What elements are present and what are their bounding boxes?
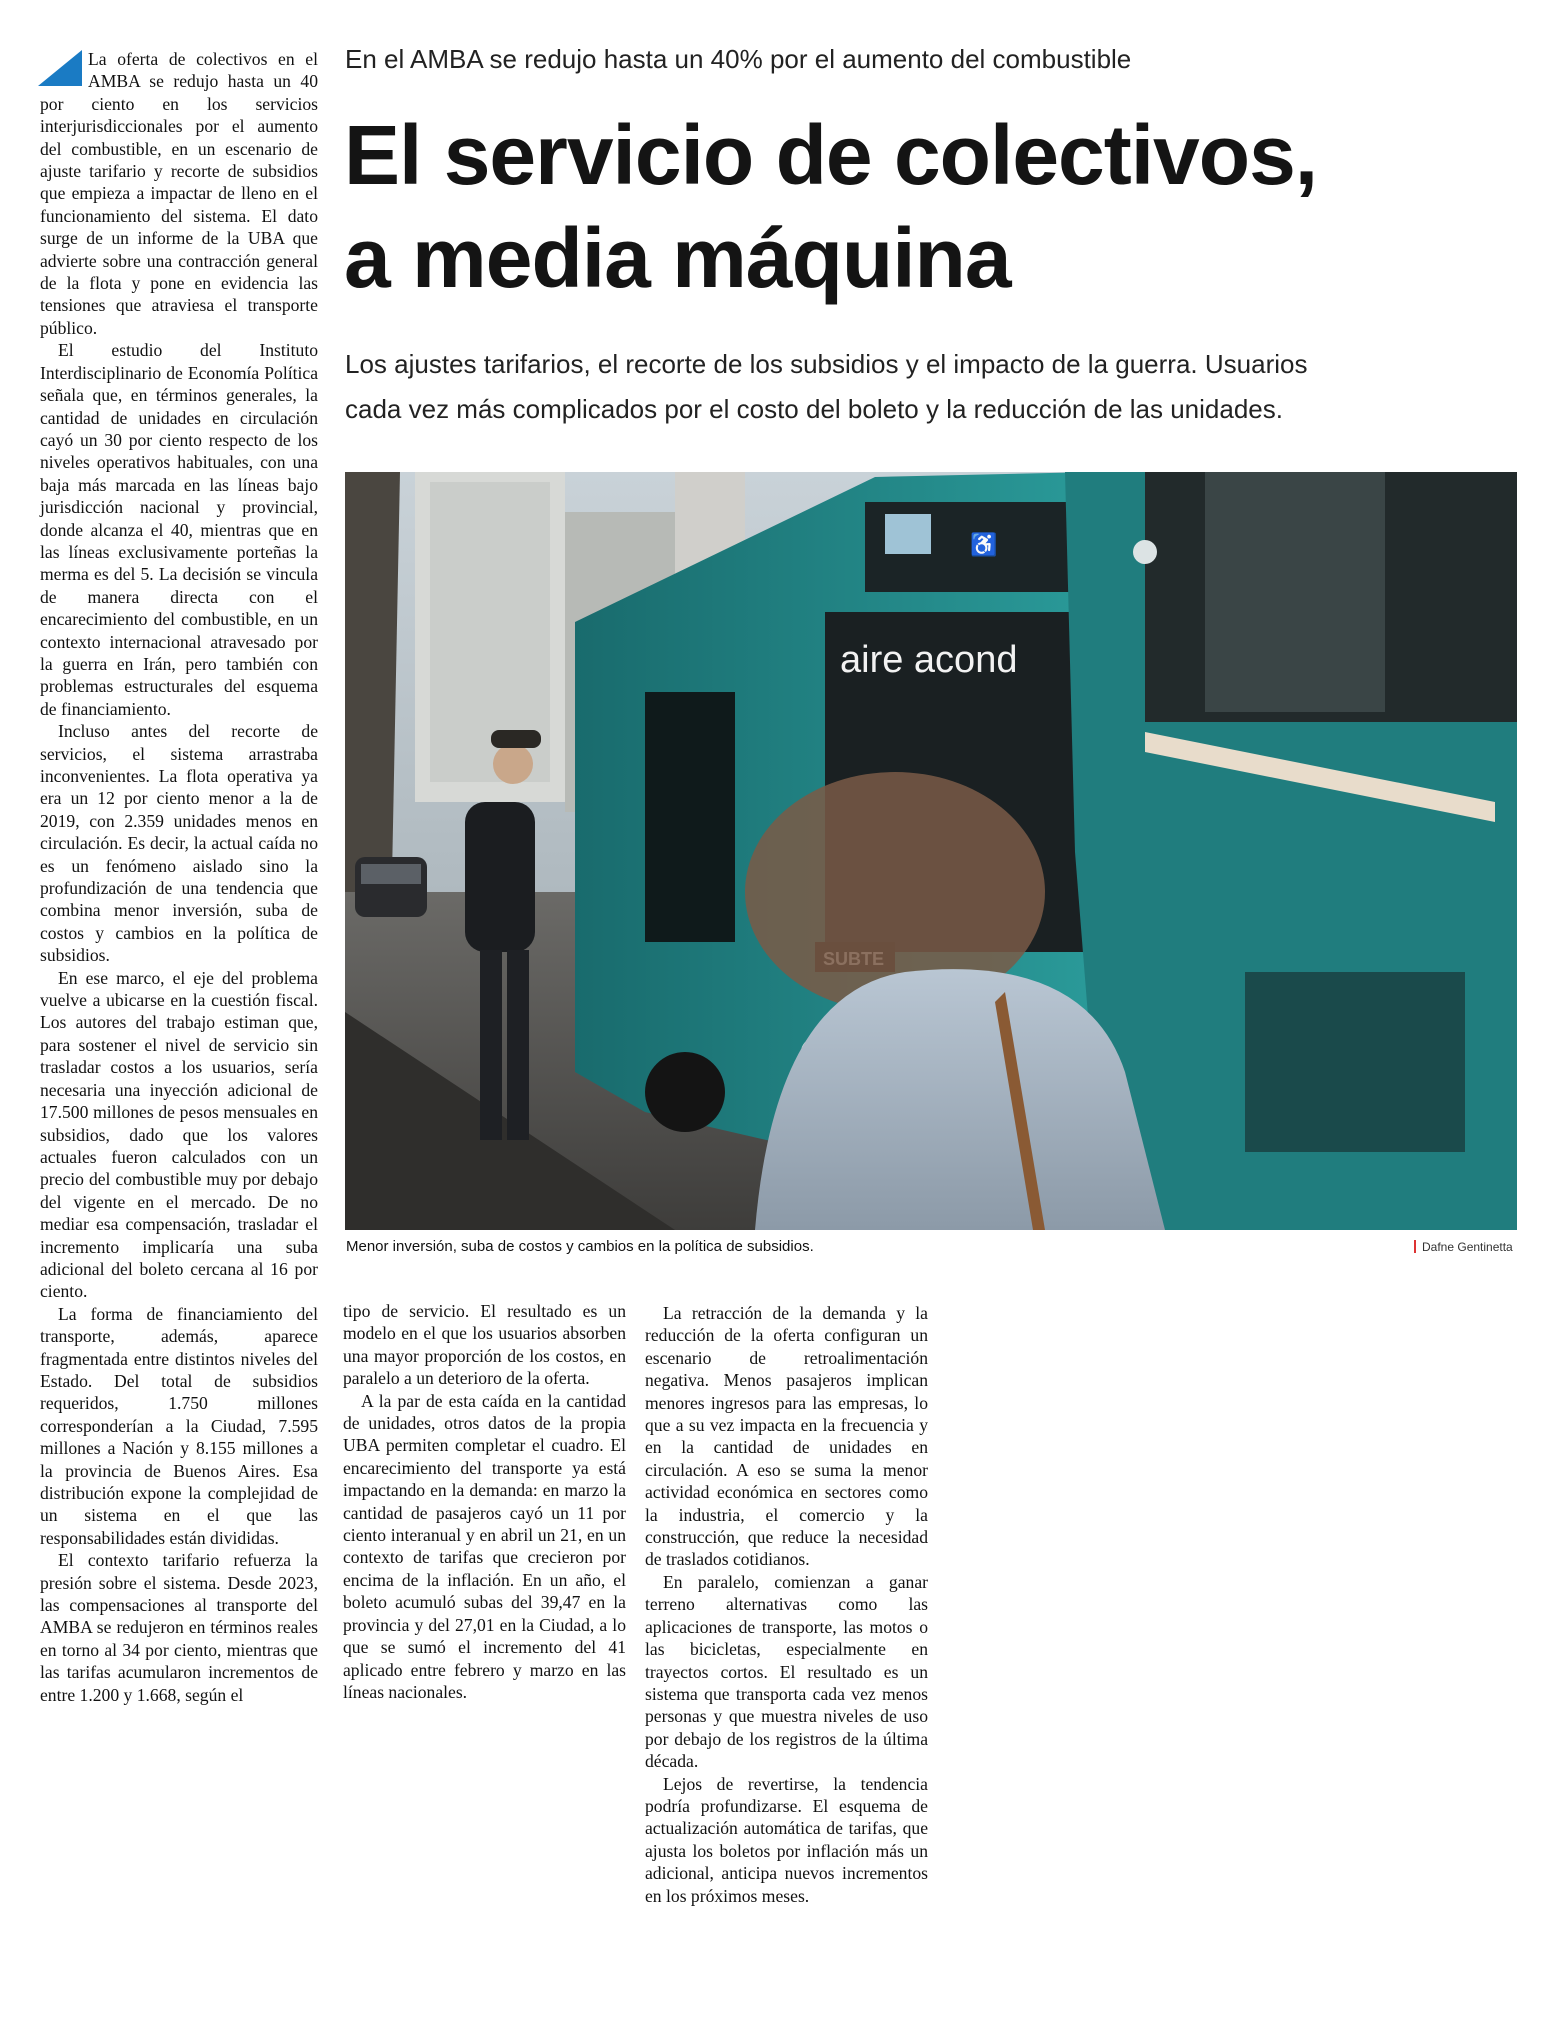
- paragraph: tipo de servicio. El resultado es un modelo en el que los usuarios absorben una mayor proporción de los costos, en paralelo a un deterioro de la oferta.: [343, 1301, 626, 1389]
- photo-caption: Menor inversión, suba de costos y cambios en la política de subsidios.: [346, 1238, 814, 1255]
- bus-sign-text: aire acond: [840, 639, 1018, 681]
- bus-door: [645, 692, 735, 942]
- credit-text: Dafne Gentinetta: [1422, 1240, 1513, 1254]
- deck-line-1: Los ajustes tarifarios, el recorte de los subsidios y el impacto de la guerra. Usuarios: [345, 349, 1308, 379]
- paragraph: En ese marco, el eje del problema vuelve a ubicarse en la cuestión fiscal. Los autores del trabajo estiman que, para sostener el nivel de servicio sin trasladar costos a los usuarios, sería necesaria una inyección adicional de 17.500 millones de pesos mensuales en subsidios, dado que los valores actuales fueron calculados con un precio del combustible muy por debajo del vigente en el mercado. De no mediar esa compensación, trasladar el incremento implicaría una suba adicional del boleto cercana al 16 por ciento.: [40, 967, 318, 1302]
- bus-wheel: [645, 1052, 725, 1132]
- paragraph: [40, 48, 318, 339]
- headline-line-2: a media máquina: [344, 211, 1011, 305]
- bus-photo: [345, 472, 1517, 1230]
- kicker: En el AMBA se redujo hasta un 40% por el aumento del combustible: [345, 44, 1132, 74]
- man-coat: [465, 802, 535, 952]
- paragraph: El contexto tarifario refuerza la presión sobre el sistema. Desde 2023, las compensaciones al transporte del AMBA se redujeron en términos reales en torno al 34 por ciento, mientras que las tarifas acumularon incrementos de entre 1.200 y 1.668, según el: [40, 1550, 318, 1705]
- paragraph: Lejos de revertirse, la tendencia podría profundizarse. El esquema de actualización automática de tarifas, que ajusta los boletos por inflación más un adicional, anticipa nuevos incrementos en los próximos meses.: [645, 1773, 928, 1906]
- paragraph: Incluso antes del recorte de servicios, el sistema arrastraba inconvenientes. La flota operativa ya era un 12 por ciento menor a la de 2019, con 2.359 unidades menos en circulación. Es decir, la actual caída no es un fenómeno aislado sino la profundización de una tendencia que combina menor inversión, suba de costos y cambios en la política de subsidios.: [40, 721, 318, 966]
- deck-line-2: cada vez más complicados por el costo del boleto y la reducción de las unidades.: [345, 394, 1283, 424]
- bus-camera: [1133, 540, 1157, 564]
- paragraph: La retracción de la demanda y la reducción de la oferta configuran un escenario de retroalimentación negativa. Menos pasajeros implican menores ingresos para las empresas, lo que a su vez impacta en la frecuencia y en la cantidad de unidades en circulación. A eso se suma la menor actividad económica en sectores como la industria, el comercio y la construcción, que reduce la necesidad de traslados cotidianos.: [645, 1303, 928, 1570]
- headline-line-1: El servicio de colectivos,: [344, 108, 1318, 202]
- credit-bar-icon: [1414, 1240, 1416, 1253]
- paragraph: El estudio del Instituto Interdisciplinario de Economía Política señala que, en términos generales, la cantidad de unidades en circulación cayó un 30 por ciento respecto de los niveles operativos habituales, con una baja más marcada en las líneas bajo jurisdicción nacional y provincial, donde alcanza el 40, mientras que en las líneas exclusivamente porteñas la merma es del 5. La decisión se vincula de manera directa con el encarecimiento del combustible, en un contexto internacional atravesado por la guerra en Irán, pero también con problemas estructurales del esquema de financiamiento.: [40, 340, 318, 719]
- svg-text:♿: ♿: [970, 532, 998, 557]
- deck: [345, 342, 1545, 432]
- paragraph: A la par de esta caída en la cantidad de unidades, otros datos de la propia UBA permiten completar el cuadro. El encarecimiento del transporte ya está impactando en la demanda: en marzo la cantidad de pasajeros cayó un 11 por ciento interanual y en abril un 21, en un contexto de tarifas que crecieron por encima de la inflación. En un año, el boleto acumuló subas del 39,47 en la provincia y del 27,01 en la Ciudad, a lo que se sumó el incremento del 41 aplicado entre febrero y marzo en las líneas nacionales.: [343, 1390, 626, 1702]
- headline: [344, 104, 1544, 310]
- bus-grille: [1245, 972, 1465, 1152]
- paragraph-text: La oferta de colectivos en el AMBA se redujo hasta un 40 por ciento en los servicios interjurisdiccionales por el aumento del combustible, en un escenario de ajuste tarifario y recorte de subsidios que empieza a impactar de lleno en el funcionamiento del sistema. El dato surge de un informe de la UBA que advierte sobre una contracción general de la flota y pone en evidencia las tensiones que atraviesa el transporte público.: [40, 49, 318, 338]
- photo-credit: [1414, 1240, 1513, 1254]
- paragraph: En paralelo, comienzan a ganar terreno alternativas como las aplicaciones de transporte, las motos o las bicicletas, especialmente en trayectos cortos. El resultado es un sistema que transporta cada vez menos personas y que muestra niveles de uso por debajo de los registros de la última década.: [645, 1571, 928, 1772]
- section-marker-icon: [38, 50, 82, 86]
- article-column-3: [645, 1302, 928, 1907]
- article-column-2: [343, 1300, 626, 1703]
- article-column-1: [40, 48, 318, 1706]
- man-head: [493, 744, 533, 784]
- paragraph: La forma de financiamiento del transporte, además, aparece fragmentada entre distintos niveles del Estado. Del total de subsidios requeridos, 1.750 millones corresponderían a la Ciudad, 7.595 millones a Nación y 8.155 millones a la provincia de Buenos Aires. Esa distribución expone la complejidad de un sistema en el que las responsabilidades están divididas.: [40, 1303, 318, 1548]
